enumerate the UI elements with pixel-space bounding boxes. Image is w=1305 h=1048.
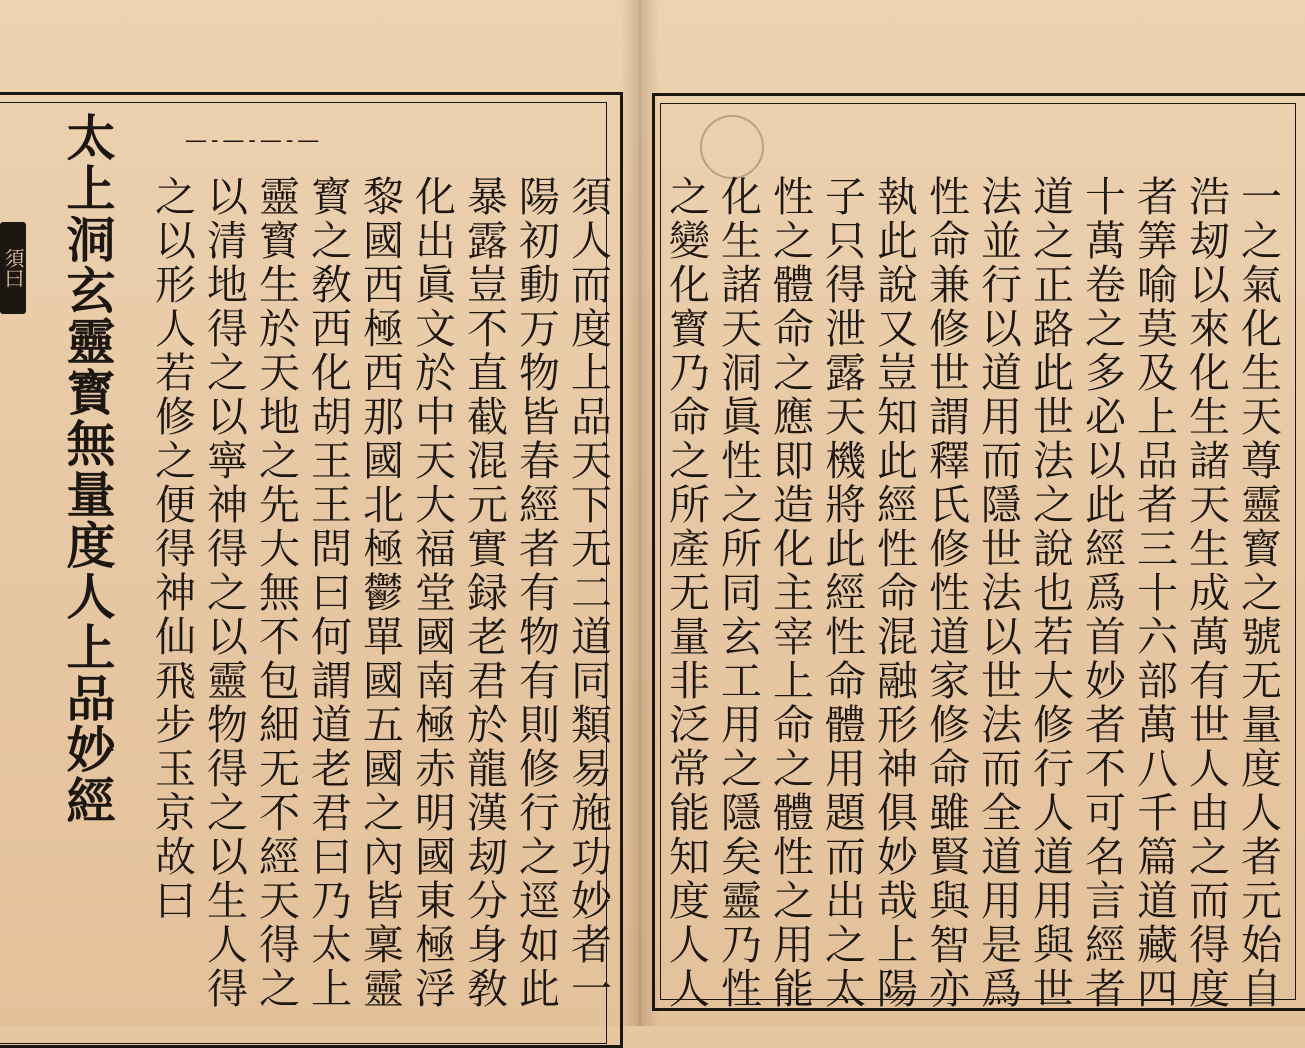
right-column-12: 之變化寳乃命之所產无量非泛常能知度人人 [662, 175, 710, 1011]
right-column-3: 者筭喻莫及上品者三十六部萬八千篇道藏四 [1130, 175, 1178, 1011]
left-column-4: 化出眞文於中天大福堂國南極赤明國東極浮 [408, 175, 456, 1011]
right-column-9: 子只得泄露天機將此經性命體用題而出之太 [818, 175, 866, 1011]
right-column-5: 道之正路此世法之說也若大修行人道用與世 [1026, 175, 1074, 1011]
right-column-7: 性命兼修世謂釋氏修性道家修命雖賢與智亦 [922, 175, 970, 1011]
left-column-8: 以清地得之以寧神得之以靈物得之以生人得 [200, 175, 248, 1011]
right-column-4: 十萬卷之多必以此經爲首妙者不可名言經者 [1078, 175, 1126, 1011]
right-column-8: 執此說又豈知此經性命混融形神俱妙哉上陽 [870, 175, 918, 1011]
right-column-10: 性之體命之應即造化主宰上命之體性之用能 [766, 175, 814, 1011]
right-column-1: 一之氣化生天尊靈寳之號无量度人者元始自 [1234, 175, 1282, 1011]
left-column-3: 暴露豈不直截混元實録老君於龍漢刼分身敎 [460, 175, 508, 1011]
left-column-9: 之以形人若修之便得神仙飛步玉京故曰 [148, 175, 196, 923]
right-column-11: 化生諸天洞眞性之所同玄工用之隱矣靈乃性 [714, 175, 762, 1011]
side-tab-label: 須曰 [0, 222, 26, 314]
bleed-through-seal [700, 115, 764, 179]
left-column-6: 寳之敎西化胡王王問曰何謂道老君曰乃太上 [304, 175, 352, 1011]
left-column-5: 黎國西極西那國北極鬱單國五國之內皆稟靈 [356, 175, 404, 1011]
book-title: 太上洞玄靈寳無量度人上品妙經 [59, 112, 117, 826]
right-column-6: 法並行以道用而隱世法以世法而全道用是爲 [974, 175, 1022, 1011]
left-column-2: 陽初動万物皆春經者有物有則修行之逕如此 [512, 175, 560, 1011]
right-column-2: 浩刼以來化生諸天生成萬有世人由之而得度 [1182, 175, 1230, 1011]
left-column-7: 靈寳生於天地之先大無不包細无不經天得之 [252, 175, 300, 1011]
page-header-marks: —‑—‑—‑— [185, 128, 324, 153]
left-column-1: 須人而度上品天下无二道同類易施功妙者一 [564, 175, 612, 1011]
